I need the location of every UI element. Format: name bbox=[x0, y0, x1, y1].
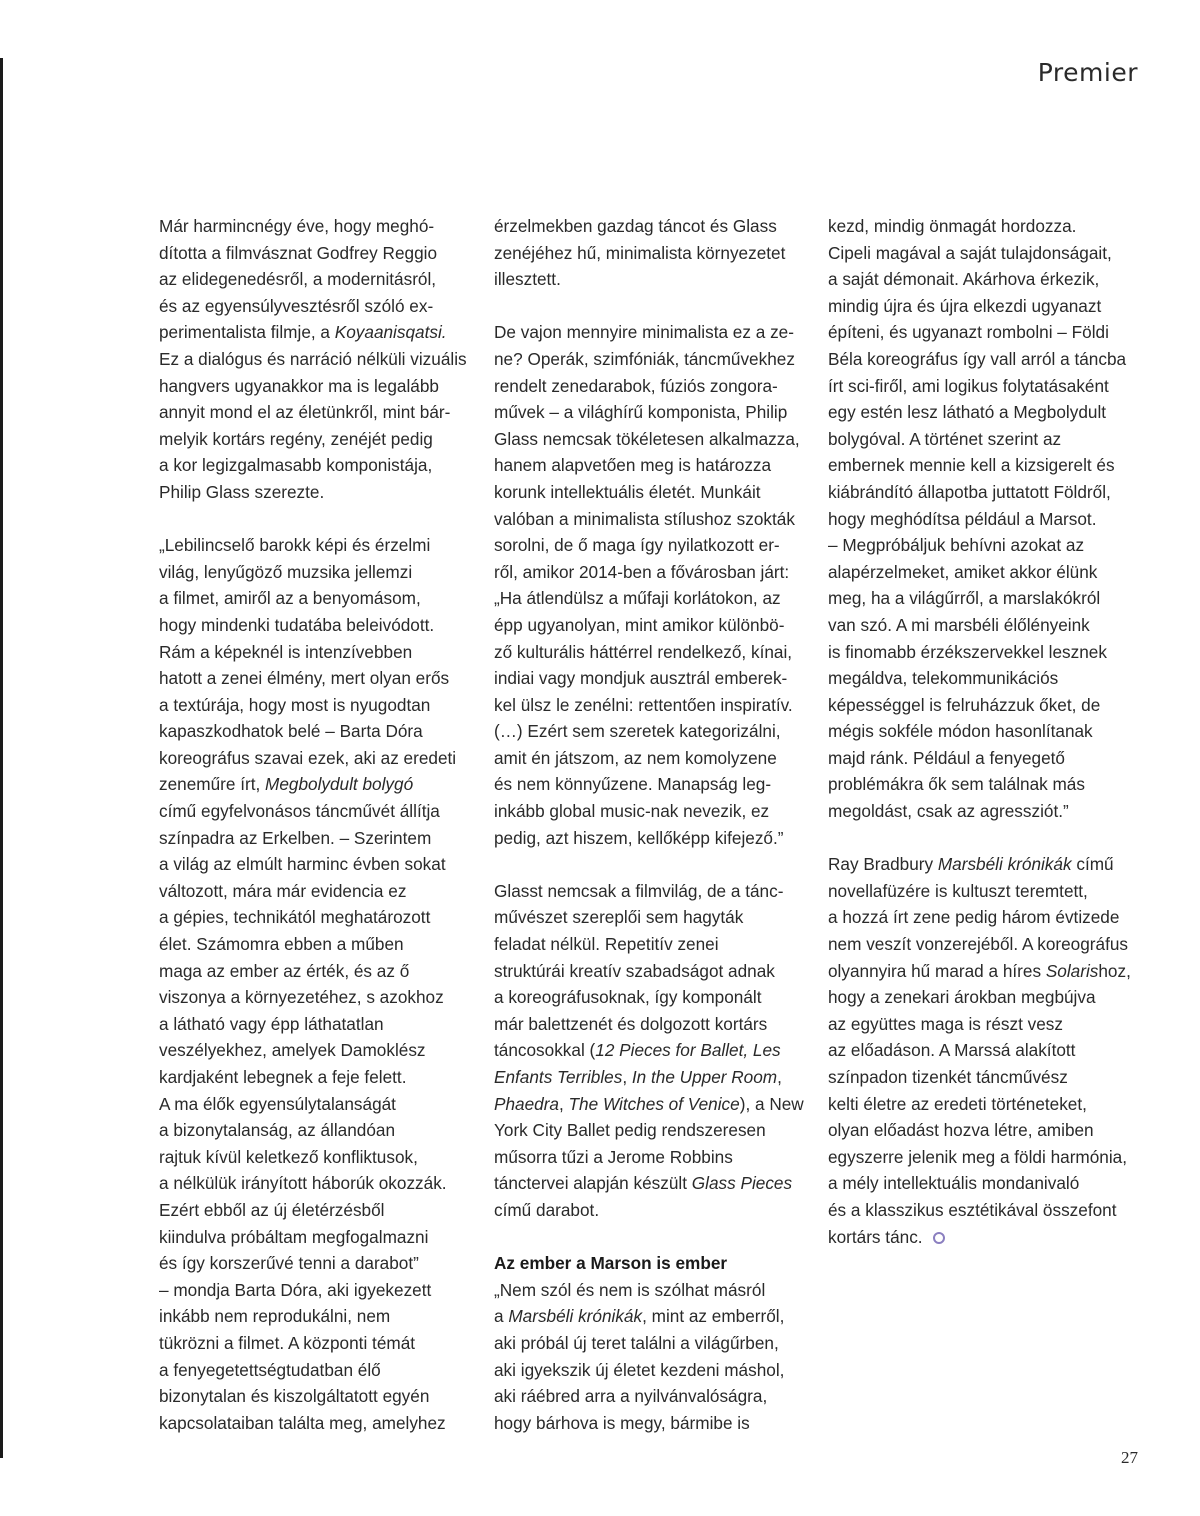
text-run: hoz, bbox=[1098, 960, 1131, 981]
text-run: Rám a képeknél is intenzívebben bbox=[159, 641, 413, 662]
text-run: annyit mond el az életünkről, mint bár- bbox=[159, 402, 451, 423]
text-run: a mély intellektuális mondanivaló bbox=[828, 1173, 1080, 1194]
paragraph-break bbox=[494, 293, 814, 320]
paragraph-break bbox=[494, 1224, 814, 1251]
text-line bbox=[828, 479, 1148, 506]
text-run: aki ráébred arra a nyilvánvalóságra, bbox=[494, 1386, 768, 1407]
text-line bbox=[159, 319, 479, 346]
text-run: hogy bárhova is megy, bármibe is bbox=[494, 1412, 750, 1433]
text-run: egyszerre jelenik meg a földi harmónia, bbox=[828, 1146, 1128, 1167]
text-line bbox=[828, 585, 1148, 612]
text-line bbox=[828, 346, 1148, 373]
text-run: olyannyira hű marad a híres bbox=[828, 960, 1046, 981]
text-line bbox=[159, 718, 479, 745]
text-line bbox=[159, 825, 479, 852]
text-line bbox=[159, 452, 479, 479]
text-run: Glass nemcsak tökéletesen alkalmazza, bbox=[494, 428, 800, 449]
text-line bbox=[494, 798, 814, 825]
text-run: York City Ballet pedig rendszeresen bbox=[494, 1120, 766, 1141]
text-run: című egyfelvonásos táncművét állítja bbox=[159, 801, 440, 822]
text-run: hanem alapvetően meg is határozza bbox=[494, 455, 772, 476]
text-line bbox=[494, 373, 814, 400]
italic-title: Solaris bbox=[1045, 960, 1099, 981]
paragraph-break bbox=[159, 506, 479, 533]
text-run: Már harmincnégy éve, hogy meghó- bbox=[159, 216, 435, 236]
text-run: pedig, azt hiszem, kellőképp kifejező.” bbox=[494, 827, 784, 848]
text-run: A ma élők egyensúlytalanságát bbox=[159, 1093, 396, 1114]
text-line bbox=[828, 559, 1148, 586]
text-line bbox=[159, 293, 479, 320]
text-line bbox=[159, 1011, 479, 1038]
text-run: színpadra az Erkelben. – Szerintem bbox=[159, 827, 432, 848]
text-line bbox=[159, 612, 479, 639]
text-line bbox=[494, 213, 814, 240]
text-line bbox=[159, 532, 479, 559]
text-run: hangvers ugyanakkor ma is legalább bbox=[159, 375, 439, 396]
article-subheading: Az ember a Marson is ember bbox=[494, 1253, 728, 1274]
text-line bbox=[159, 878, 479, 905]
text-run: műsorra tűzi a Jerome Robbins bbox=[494, 1146, 733, 1167]
text-run: a koreográfusoknak, így komponált bbox=[494, 987, 762, 1008]
text-line bbox=[828, 665, 1148, 692]
text-line bbox=[494, 452, 814, 479]
text-line bbox=[159, 399, 479, 426]
text-run: kelti életre az eredeti történeteket, bbox=[828, 1093, 1087, 1114]
text-line bbox=[494, 904, 814, 931]
text-line bbox=[159, 1144, 479, 1171]
text-run: embernek mennie kell a kizsigerelt és bbox=[828, 455, 1115, 476]
text-run: bizonytalan és kiszolgáltatott egyén bbox=[159, 1386, 430, 1407]
paragraph-break bbox=[828, 825, 1148, 852]
text-run: színpadon tizenkét táncművész bbox=[828, 1067, 1068, 1087]
text-run: aki igyekszik új életet kezdeni máshol, bbox=[494, 1359, 785, 1380]
text-run: maga az ember az érték, és az ő bbox=[159, 960, 410, 981]
text-line bbox=[159, 346, 479, 373]
text-line bbox=[828, 745, 1148, 772]
text-run: egy estén lesz látható a Megbolydult bbox=[828, 402, 1107, 423]
text-run: ), a New bbox=[739, 1093, 804, 1114]
text-line bbox=[159, 1037, 479, 1064]
text-run: „Ha átlendülsz a műfaji korlátokon, az bbox=[494, 588, 781, 609]
text-run: Ez a dialógus és narráció nélküli vizuális bbox=[159, 348, 467, 369]
italic-title: Megbolydult bolygó bbox=[265, 774, 414, 795]
article-column-1 bbox=[159, 213, 479, 1436]
text-line bbox=[828, 984, 1148, 1011]
text-line bbox=[159, 559, 479, 586]
text-line bbox=[159, 1303, 479, 1330]
text-line bbox=[828, 1011, 1148, 1038]
text-line bbox=[159, 1277, 479, 1304]
text-run: hogy meghódítsa például a Marsot. bbox=[828, 508, 1097, 529]
text-run: a kor legizgalmasabb komponistája, bbox=[159, 455, 433, 476]
text-run: kortárs tánc. bbox=[828, 1226, 923, 1247]
text-line bbox=[494, 665, 814, 692]
text-run: bolygóval. A történet szerint az bbox=[828, 428, 1062, 449]
text-line bbox=[828, 532, 1148, 559]
text-line bbox=[828, 1064, 1148, 1091]
text-run: inkább global music-nak nevezik, ez bbox=[494, 801, 770, 822]
text-run: , bbox=[622, 1067, 632, 1087]
text-run: mégis sokféle módon hasonlítanak bbox=[828, 721, 1093, 742]
text-line bbox=[494, 984, 814, 1011]
text-line bbox=[159, 798, 479, 825]
text-line bbox=[494, 958, 814, 985]
text-line bbox=[494, 825, 814, 852]
text-line bbox=[159, 240, 479, 267]
text-line bbox=[828, 798, 1148, 825]
text-run: inkább nem reprodukálni, nem bbox=[159, 1306, 391, 1327]
text-run: Ray Bradbury bbox=[828, 854, 938, 875]
text-run: indiai vagy mondjuk ausztrál emberek- bbox=[494, 668, 788, 689]
text-run: is finomabb érzékszervekkel lesznek bbox=[828, 641, 1107, 662]
text-line bbox=[828, 1197, 1148, 1224]
text-run: című darabot. bbox=[494, 1199, 600, 1220]
text-line bbox=[828, 1117, 1148, 1144]
text-run: rendelt zenedarabok, fúziós zongora- bbox=[494, 375, 778, 396]
text-line bbox=[828, 399, 1148, 426]
text-run: Philip Glass szerezte. bbox=[159, 481, 325, 502]
text-line bbox=[494, 931, 814, 958]
text-run: perimentalista filmje, a bbox=[159, 322, 335, 343]
text-line bbox=[159, 931, 479, 958]
text-line bbox=[159, 958, 479, 985]
text-line bbox=[159, 771, 479, 798]
paragraph-break bbox=[494, 851, 814, 878]
text-run: megoldást, csak az agressziót.” bbox=[828, 801, 1069, 822]
text-line bbox=[828, 878, 1148, 905]
text-line bbox=[159, 639, 479, 666]
text-run: amit én játszom, az nem komolyzene bbox=[494, 747, 777, 768]
italic-title: Phaedra bbox=[494, 1093, 559, 1114]
text-run: korunk intellektuális életét. Munkáit bbox=[494, 481, 761, 502]
text-run: a látható vagy épp láthatatlan bbox=[159, 1013, 384, 1034]
text-line bbox=[159, 1383, 479, 1410]
text-run: táncosokkal ( bbox=[494, 1040, 596, 1061]
text-run: érzelmekben gazdag táncot és Glass bbox=[494, 216, 777, 236]
italic-title: Enfants Terribles bbox=[494, 1067, 623, 1087]
text-line bbox=[828, 639, 1148, 666]
text-line bbox=[828, 931, 1148, 958]
text-line bbox=[494, 559, 814, 586]
text-run: (…) Ezért sem szeretek kategorizálni, bbox=[494, 721, 781, 742]
text-line bbox=[159, 984, 479, 1011]
text-line bbox=[159, 1117, 479, 1144]
text-line bbox=[828, 213, 1148, 240]
text-run: aki próbál új teret találni a világűrben, bbox=[494, 1332, 779, 1353]
text-run: kiábrándító állapotba juttatott Földről, bbox=[828, 481, 1111, 502]
text-run: már balettzenét és dolgozott kortárs bbox=[494, 1013, 768, 1034]
text-line bbox=[159, 851, 479, 878]
text-line bbox=[159, 213, 479, 240]
text-line bbox=[828, 1144, 1148, 1171]
text-run: kel ülsz le zenélni: rettentően inspiratív. bbox=[494, 694, 793, 715]
italic-title: In the Upper Room bbox=[631, 1067, 778, 1087]
text-run: kapcsolataiban találta meg, amelyhez bbox=[159, 1412, 446, 1433]
text-run: élet. Számomra ebben a műben bbox=[159, 934, 404, 955]
text-run: ző kulturális háttérrel rendelkező, kínai, bbox=[494, 641, 793, 662]
text-run: – Megpróbáljuk behívni azokat az bbox=[828, 535, 1085, 556]
text-line bbox=[494, 399, 814, 426]
text-run: a bizonytalanság, az állandóan bbox=[159, 1120, 396, 1141]
text-line bbox=[494, 878, 814, 905]
text-line bbox=[828, 319, 1148, 346]
text-run: , bbox=[777, 1067, 782, 1087]
text-line bbox=[159, 426, 479, 453]
text-line bbox=[828, 718, 1148, 745]
text-line bbox=[494, 1037, 814, 1064]
text-run: és így korszerűvé tenni a darabot” bbox=[159, 1253, 419, 1274]
text-run: zenéjéhez hű, minimalista környezetet bbox=[494, 242, 786, 263]
text-line bbox=[828, 373, 1148, 400]
text-run: a textúrája, hogy most is nyugodtan bbox=[159, 694, 431, 715]
text-run: ne? Operák, szimfóniák, táncművekhez bbox=[494, 348, 795, 369]
text-line bbox=[828, 293, 1148, 320]
italic-title: 12 Pieces for Ballet, Les bbox=[595, 1040, 781, 1061]
text-line bbox=[494, 1011, 814, 1038]
text-line bbox=[828, 771, 1148, 798]
text-line bbox=[828, 1091, 1148, 1118]
text-line bbox=[159, 1224, 479, 1251]
text-run: alapérzelmeket, amiket akkor élünk bbox=[828, 561, 1098, 582]
text-run: épp ugyanolyan, mint amikor különbö- bbox=[494, 614, 785, 635]
text-line bbox=[494, 1197, 814, 1224]
italic-title: Marsbéli krónikák bbox=[508, 1306, 643, 1327]
text-line bbox=[828, 266, 1148, 293]
text-line bbox=[494, 532, 814, 559]
text-run: világ, lenyűgöző muzsika jellemzi bbox=[159, 561, 413, 582]
text-line bbox=[494, 1357, 814, 1384]
text-run: és az egyensúlyvesztésről szóló ex- bbox=[159, 295, 434, 316]
text-run: a hozzá írt zene pedig három évtizede bbox=[828, 907, 1120, 928]
text-run: a saját démonait. Akárhova érkezik, bbox=[828, 269, 1100, 290]
text-run: rajtuk kívül keletkező konfliktusok, bbox=[159, 1146, 418, 1167]
text-line bbox=[828, 426, 1148, 453]
text-run: az előadáson. A Marssá alakított bbox=[828, 1040, 1076, 1061]
italic-title: Marsbéli krónikák bbox=[937, 854, 1072, 875]
text-line bbox=[494, 745, 814, 772]
text-run: a gépies, technikától meghatározott bbox=[159, 907, 431, 928]
text-run: ről, amikor 2014-ben a fővárosban járt: bbox=[494, 561, 790, 582]
text-line bbox=[159, 1170, 479, 1197]
text-line bbox=[494, 692, 814, 719]
text-run: hogy mindenki tudatába beleivódott. bbox=[159, 614, 435, 635]
text-run: dította a filmvásznat Godfrey Reggio bbox=[159, 242, 438, 263]
text-run: melyik kortárs regény, zenéjét pedig bbox=[159, 428, 433, 449]
text-line bbox=[828, 506, 1148, 533]
text-line bbox=[494, 426, 814, 453]
text-run: tánctervei alapján készült bbox=[494, 1173, 692, 1194]
text-run: hogy a zenekari árokban megbújva bbox=[828, 987, 1096, 1008]
text-run: valóban a minimalista stílushoz szokták bbox=[494, 508, 795, 529]
text-run: kezd, mindig önmagát hordozza. bbox=[828, 216, 1077, 236]
text-line bbox=[494, 1144, 814, 1171]
italic-title: Koyaanisqatsi. bbox=[334, 322, 447, 343]
text-run: koreográfus szavai ezek, aki az eredeti bbox=[159, 747, 457, 768]
text-line bbox=[159, 373, 479, 400]
text-line bbox=[494, 1330, 814, 1357]
text-run: megáldva, telekommunikációs bbox=[828, 668, 1059, 689]
text-run: művek – a világhírű komponista, Philip bbox=[494, 402, 788, 423]
text-run: De vajon mennyire minimalista ez a ze- bbox=[494, 322, 794, 343]
text-line bbox=[159, 745, 479, 772]
text-run: az együttes maga is részt vesz bbox=[828, 1013, 1063, 1034]
text-run: művészet szereplői sem hagyták bbox=[494, 907, 744, 928]
text-line bbox=[494, 1410, 814, 1437]
text-run: Cipeli magával a saját tulajdonságait, bbox=[828, 242, 1112, 263]
text-run: Béla koreográfus így vall arról a táncba bbox=[828, 348, 1127, 369]
italic-title: Glass Pieces bbox=[691, 1173, 793, 1194]
text-run: veszélyekhez, amelyek Damoklész bbox=[159, 1040, 426, 1061]
text-run: a világ az elmúlt harminc évben sokat bbox=[159, 854, 446, 875]
text-line bbox=[494, 1117, 814, 1144]
text-run: című bbox=[1071, 854, 1114, 875]
text-run: „Lebilincselő barokk képi és érzelmi bbox=[159, 535, 431, 556]
text-line bbox=[159, 1410, 479, 1437]
text-line bbox=[828, 851, 1148, 878]
text-line bbox=[494, 639, 814, 666]
article-column-2 bbox=[494, 213, 814, 1436]
section-title: Premier bbox=[1037, 58, 1138, 87]
text-line bbox=[159, 692, 479, 719]
text-run: viszonya a környezetéhez, s azokhoz bbox=[159, 987, 444, 1008]
italic-title: The Witches of Venice bbox=[568, 1093, 740, 1114]
text-line bbox=[159, 1091, 479, 1118]
text-run: kapaszkodhatok belé – Barta Dóra bbox=[159, 721, 423, 742]
text-run: illesztett. bbox=[494, 269, 561, 290]
text-line bbox=[159, 266, 479, 293]
text-run: van szó. A mi marsbéli élőlényeink bbox=[828, 614, 1090, 635]
text-run: feladat nélkül. Repetitív zenei bbox=[494, 934, 719, 955]
text-run: „Nem szól és nem is szólhat másról bbox=[494, 1279, 766, 1300]
text-run: és nem könnyűzene. Manapság leg- bbox=[494, 774, 772, 795]
text-run: hatott a zenei élmény, mert olyan erős bbox=[159, 668, 450, 689]
text-line bbox=[159, 1064, 479, 1091]
text-line bbox=[159, 479, 479, 506]
article-column-3 bbox=[828, 213, 1148, 1250]
text-line bbox=[494, 585, 814, 612]
text-run: írt sci-firől, ami logikus folytatásaként bbox=[828, 375, 1109, 396]
text-line bbox=[159, 1250, 479, 1277]
text-line bbox=[494, 1170, 814, 1197]
text-line bbox=[494, 479, 814, 506]
text-line bbox=[159, 1197, 479, 1224]
text-run: Ezért ebből az új életérzésből bbox=[159, 1199, 385, 1220]
text-line bbox=[828, 1224, 1148, 1251]
text-run: , bbox=[558, 1093, 569, 1114]
text-run: a bbox=[494, 1306, 509, 1327]
text-line bbox=[828, 958, 1148, 985]
text-run: nem veszít vonzerejéből. A koreográfus bbox=[828, 934, 1128, 955]
text-run: meg, ha a világűrről, a marslakókról bbox=[828, 588, 1101, 609]
text-line bbox=[494, 1303, 814, 1330]
text-run: sorolni, de ő maga így nyilatkozott er- bbox=[494, 535, 780, 556]
page-edge-rule bbox=[0, 58, 3, 1458]
text-line bbox=[494, 319, 814, 346]
text-line bbox=[159, 585, 479, 612]
text-run: kiindulva próbáltam megfogalmazni bbox=[159, 1226, 429, 1247]
text-run: olyan előadást hozva létre, amiben bbox=[828, 1120, 1094, 1141]
text-line bbox=[828, 1170, 1148, 1197]
text-run: képességgel is felruházzuk őket, de bbox=[828, 694, 1101, 715]
text-run: majd ránk. Például a fenyegető bbox=[828, 747, 1065, 768]
text-run: struktúrái kreatív szabadságot adnak bbox=[494, 960, 775, 981]
text-line bbox=[494, 1383, 814, 1410]
text-line bbox=[828, 612, 1148, 639]
text-line bbox=[828, 904, 1148, 931]
text-run: kardjaként lebegnek a feje felett. bbox=[159, 1067, 407, 1087]
text-line bbox=[494, 612, 814, 639]
text-line bbox=[828, 452, 1148, 479]
text-run: a filmet, amiről az a benyomásom, bbox=[159, 588, 421, 609]
text-line bbox=[828, 692, 1148, 719]
text-line bbox=[159, 1330, 479, 1357]
text-run: , mint az emberről, bbox=[642, 1306, 785, 1327]
text-run: zeneműre írt, bbox=[159, 774, 266, 795]
text-line bbox=[494, 506, 814, 533]
text-line bbox=[159, 665, 479, 692]
text-line bbox=[828, 1037, 1148, 1064]
text-run: a nélkülük irányított háborúk okozzák. bbox=[159, 1173, 447, 1194]
text-run: és a klasszikus esztétikával összefont bbox=[828, 1199, 1117, 1220]
text-line bbox=[494, 1091, 814, 1118]
text-run: problémákra ők sem találnak más bbox=[828, 774, 1085, 795]
text-line bbox=[494, 266, 814, 293]
text-run: tükrözni a filmet. A központi témát bbox=[159, 1332, 416, 1353]
text-run: a fenyegetettségtudatban élő bbox=[159, 1359, 381, 1380]
text-line bbox=[159, 904, 479, 931]
text-line bbox=[828, 240, 1148, 267]
text-line bbox=[494, 346, 814, 373]
page-number: 27 bbox=[1121, 1448, 1138, 1467]
text-run: építeni, és ugyanazt rombolni – Földi bbox=[828, 322, 1109, 343]
text-run: mindig újra és újra elkezdi ugyanazt bbox=[828, 295, 1102, 316]
text-line bbox=[159, 1357, 479, 1384]
text-line bbox=[494, 1277, 814, 1304]
text-line bbox=[494, 1064, 814, 1091]
end-of-article-icon bbox=[933, 1232, 945, 1244]
text-line bbox=[494, 718, 814, 745]
text-run: változott, mára már evidencia ez bbox=[159, 880, 407, 901]
text-run: az elidegenedésről, a modernitásról, bbox=[159, 269, 437, 290]
text-run: – mondja Barta Dóra, aki igyekezett bbox=[159, 1279, 432, 1300]
text-line bbox=[494, 771, 814, 798]
text-line bbox=[494, 240, 814, 267]
text-run: novellafüzére is kultuszt teremtett, bbox=[828, 880, 1088, 901]
text-run: Glasst nemcsak a filmvilág, de a tánc- bbox=[494, 880, 784, 901]
